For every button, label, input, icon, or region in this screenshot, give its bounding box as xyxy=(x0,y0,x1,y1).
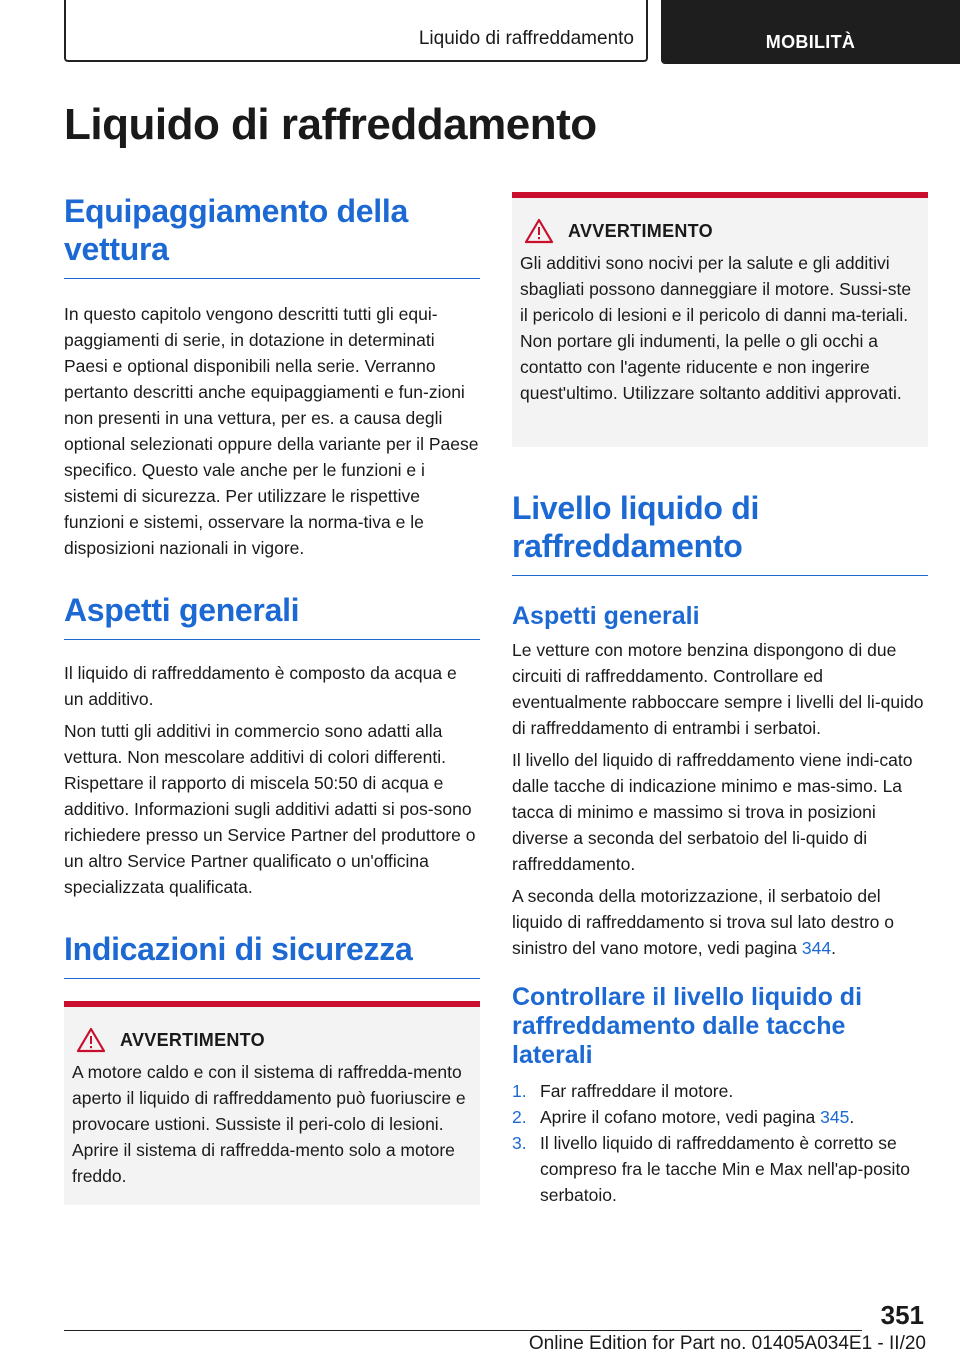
level-text-2: Il livello del liquido di raffreddamento viene indi-cato dalle tacche di indicazione minimo e mas-simo. La tacca di minimo e massimo si trova in posizioni diverse a seconda del serbatoio del li-quido di raffreddamento. xyxy=(512,750,913,874)
warning-header xyxy=(72,1027,470,1053)
level-heading: Livello liquido di raffreddamento xyxy=(512,489,928,576)
check-heading: Controllare il livello liquido di raffreddamento dalle tacche laterali xyxy=(512,983,863,1069)
level-text-1: Le vetture con motore benzina dispongono di due circuiti di raffreddamento. Controllare ed eventualmente rabboccare sempre i livelli del li-quido di raffreddamento di entrambi i serbatoi. xyxy=(512,640,924,738)
header-chapter-box xyxy=(64,0,648,62)
additives-warning-box xyxy=(512,192,928,447)
page-link-344[interactable]: 344 xyxy=(801,938,832,958)
page-number: 351 xyxy=(880,1300,924,1330)
check-steps xyxy=(512,1078,928,1208)
footer-edition: Online Edition for Part no. 01405A034E1 - II/20 xyxy=(528,1333,926,1354)
general-text-2: Non tutti gli additivi in commercio sono adatti alla vettura. Non mescolare additivi di colori differenti. Rispettare il rapporto di miscela 50:50 di acqua e additivo. Informazioni sugli additivi adatti si pos-sono richiedere presso un Service Partner del produttore o un altro Service Partner qualificato o un'officina specializzata qualificata. xyxy=(64,721,476,897)
warning-title: AVVERTIMENTO xyxy=(120,1029,265,1050)
left-column xyxy=(64,192,480,1205)
list-item: 3. Il livello liquido di raffreddamento è corretto se compreso fra le tacche Min e Max nell'ap-posito serbatoio. xyxy=(512,1133,911,1205)
header-section-tab xyxy=(661,0,960,64)
general-text-1: Il liquido di raffreddamento è composto da acqua e un additivo. xyxy=(64,663,457,709)
warning-triangle-icon xyxy=(524,218,554,244)
warning-header xyxy=(520,218,918,244)
header-chapter: Liquido di raffreddamento xyxy=(418,28,634,49)
warning-text: Gli additivi sono nocivi per la salute e gli additivi sbagliati possono danneggiare il motore. Sussi-ste il pericolo di lesioni e il pericolo di danni ma-teriali. Non portare gli indumenti, la pelle o gli occhi a contatto con l'agente riducente e non ingerire quest'ultimo. Utilizzare soltanto additivi approvati. xyxy=(520,253,912,403)
warning-text: A motore caldo e con il sistema di raffredda-mento aperto il liquido di raffreddamento può fuoriuscire e provocare ustioni. Sussiste il peri-colo di lesioni. Aprire il sistema di raffredda-mento solo a motore freddo. xyxy=(72,1062,466,1186)
header-section: MOBILITÀ xyxy=(765,32,856,52)
page-title: Liquido di raffreddamento xyxy=(64,100,597,149)
level-general-heading: Aspetti generali xyxy=(512,602,700,630)
level-text-3: A seconda della motorizzazione, il serbatoio del liquido di raffreddamento si trova sul lato destro o sinistro del vano motore, vedi pagina 344. xyxy=(512,886,894,958)
equipment-text: In questo capitolo vengono descritti tutti gli equi-paggiamenti di serie, in dotazione in determinati Paesi e optional disponibili nella serie. Verranno pertanto descritti anche equipaggiamenti e fun-zioni non presenti in una vettura, per es. a causa degli optional selezionati oppure della variante per il Paese specifico. Questo vale anche per le funzioni e i sistemi di sicurezza. Per utilizzare le rispettive funzioni e sistemi, osservare la norma-tiva e le disposizioni nazionali in vigore. xyxy=(64,304,479,558)
list-item: 2. Aprire il cofano motore, vedi pagina 345. xyxy=(512,1107,855,1127)
equipment-heading: Equipaggiamento della vettura xyxy=(64,192,480,279)
warning-title: AVVERTIMENTO xyxy=(568,220,713,241)
safety-warning-box xyxy=(64,1001,480,1205)
general-heading: Aspetti generali xyxy=(64,591,480,640)
list-item: 1. Far raffreddare il motore. xyxy=(512,1081,734,1101)
footer-divider xyxy=(64,1330,862,1331)
safety-heading: Indicazioni di sicurezza xyxy=(64,930,480,979)
warning-triangle-icon xyxy=(76,1027,106,1053)
page-link-345[interactable]: 345 xyxy=(820,1107,850,1127)
right-column xyxy=(512,192,928,1208)
